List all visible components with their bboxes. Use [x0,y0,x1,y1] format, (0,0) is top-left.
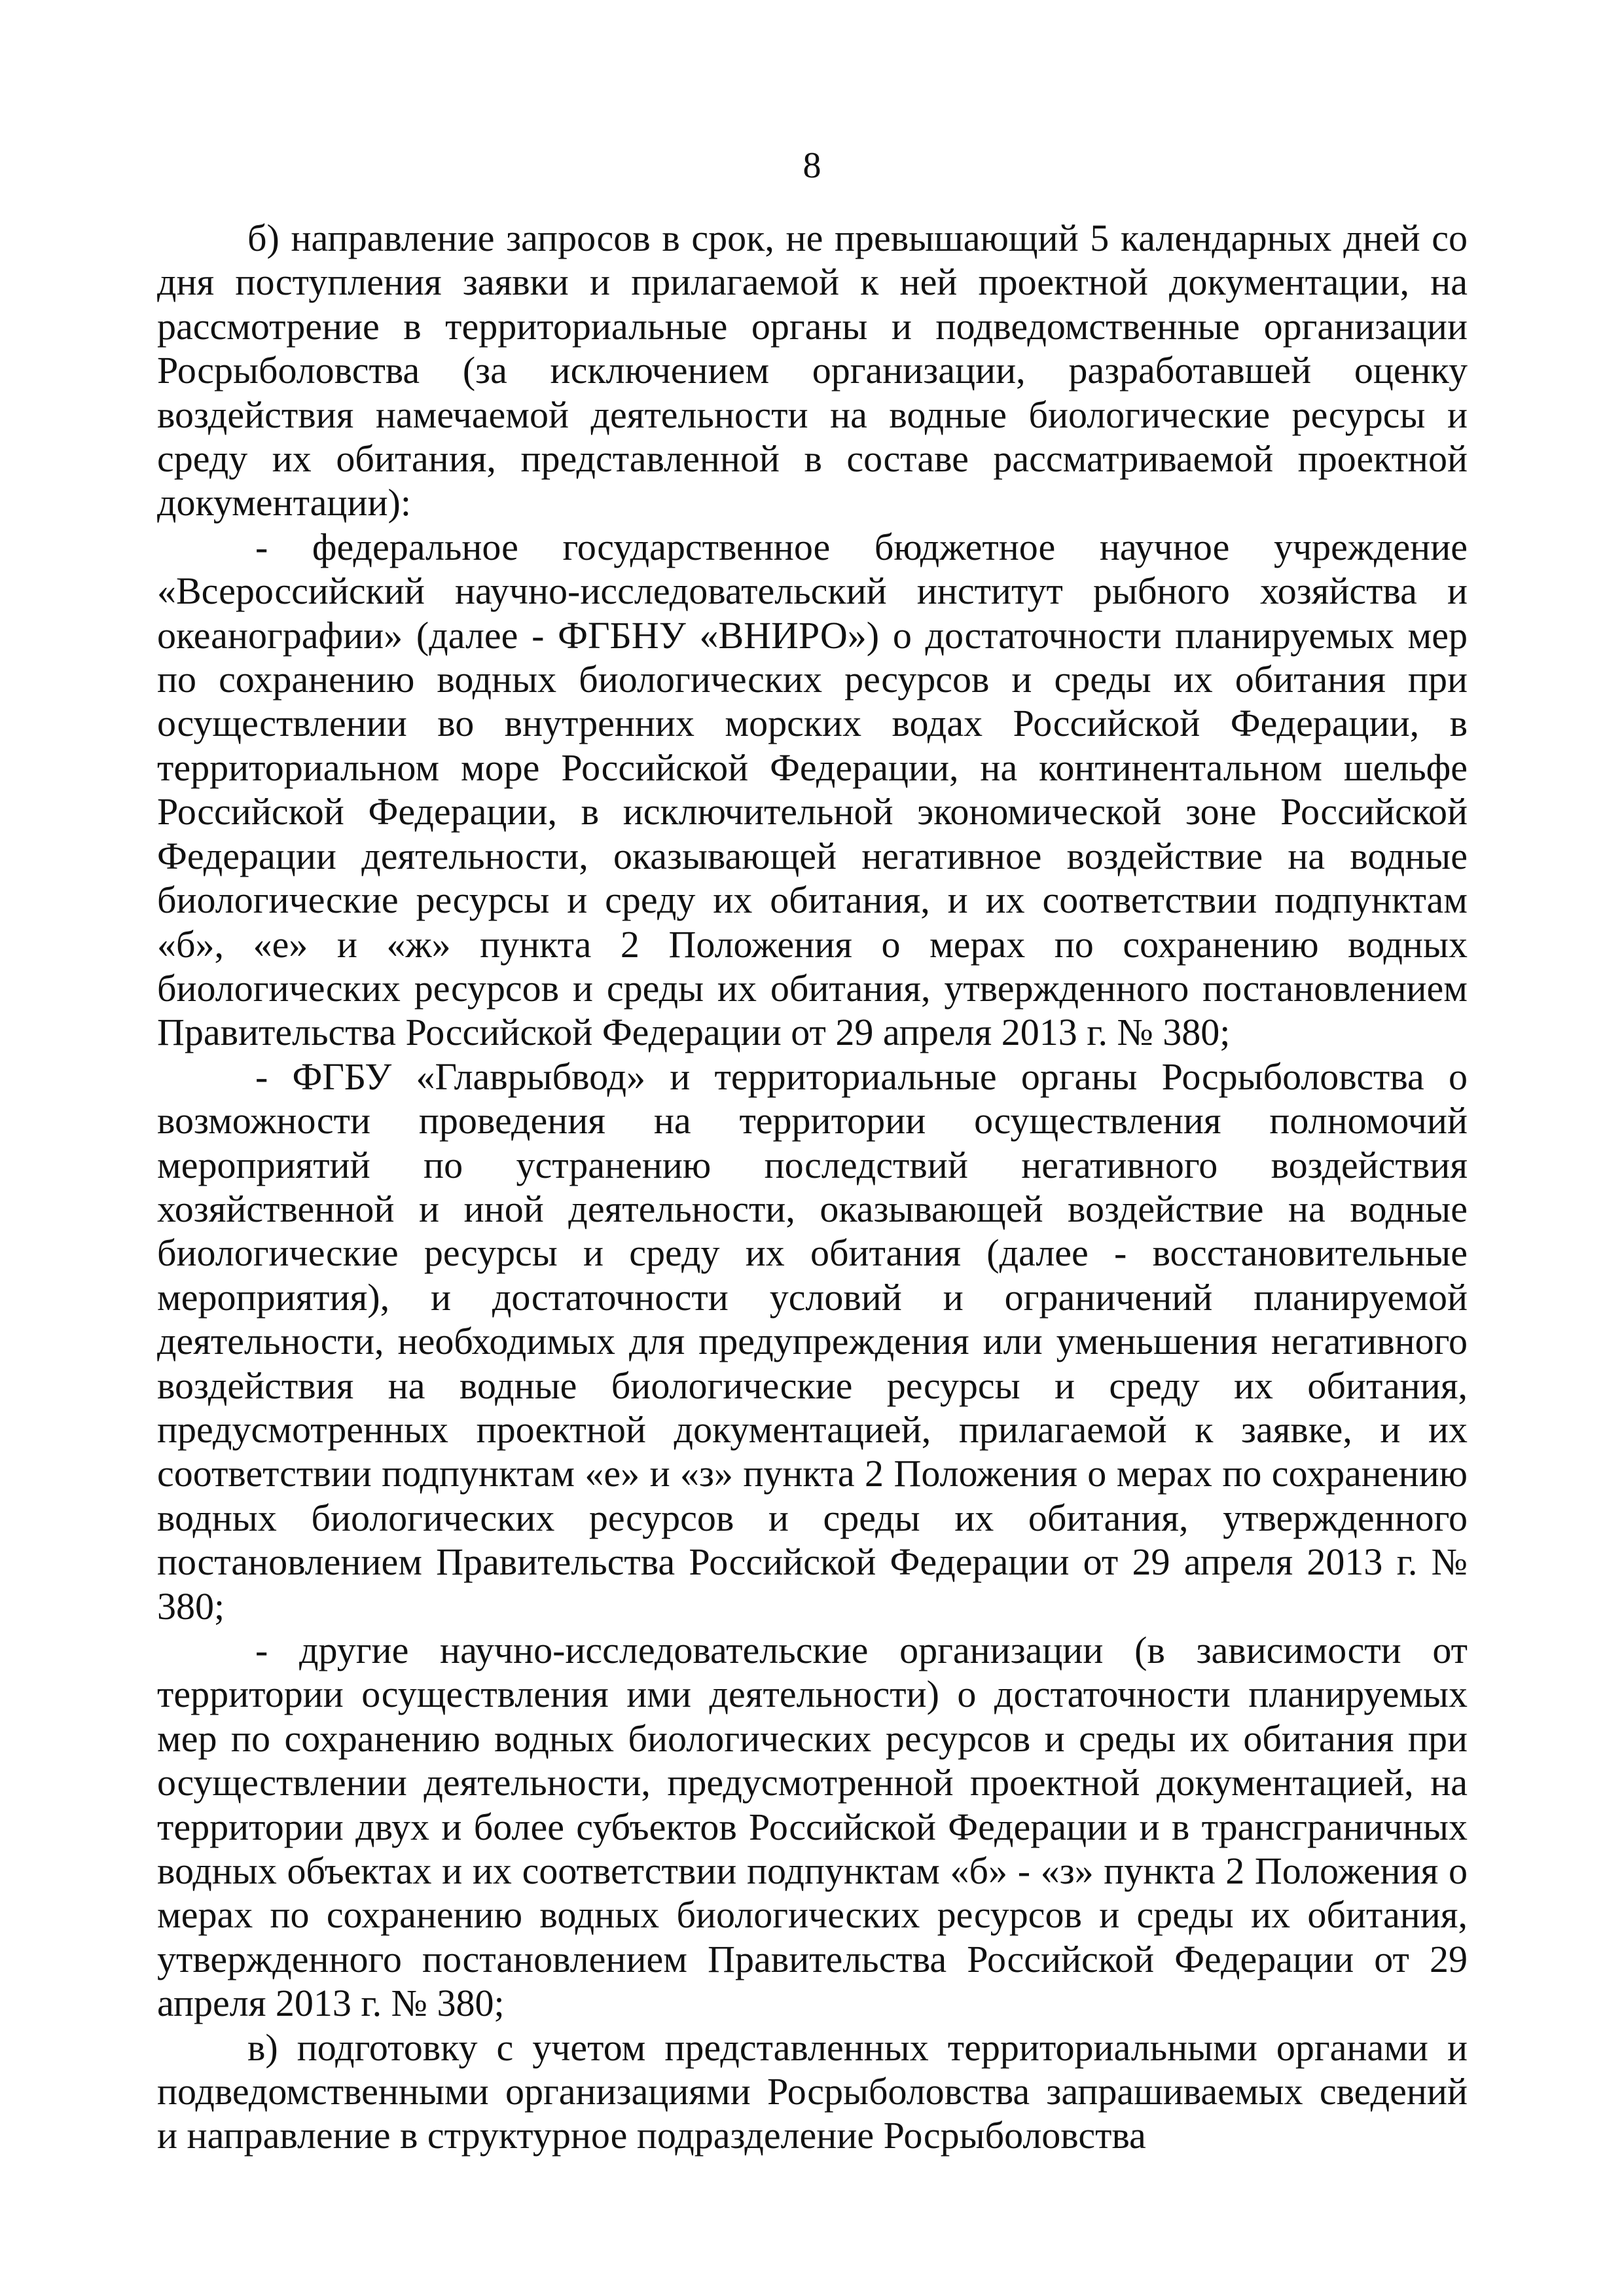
paragraph-other-organizations: - другие научно-исследовательские организации (в зависимости от территории осуществления ими деятельности) о достаточности планируемых мер по сохранению водных биологических ресурсов и среды их обитания при осуществлении деятельности, предусмотренной проектной документацией, на территории двух и более субъектов Российской Федерации и в трансграничных водных объектах и их соответствии подпунктам «б» - «з» пункта 2 Положения о мерах по сохранению водных биологических ресурсов и среды их обитания, утвержденного постановлением Правительства Российской Федерации от 29 апреля 2013 г. № 380; [157,1629,1468,2025]
paragraph-vniro: - федеральное государственное бюджетное научное учреждение «Всероссийский научно-исследовательский институт рыбного хозяйства и океанографии» (далее - ФГБНУ «ВНИРО») о достаточности планируемых мер по сохранению водных биологических ресурсов и среды их обитания при осуществлении во внутренних морских водах Российской Федерации, в территориальном море Российской Федерации, на континентальном шельфе Российской Федерации, в исключительной экономической зоне Российской Федерации деятельности, оказывающей негативное воздействие на водные биологические ресурсы и среду их обитания, и их соответствии подпунктам «б», «е» и «ж» пункта 2 Положения о мерах по сохранению водных биологических ресурсов и среды их обитания, утвержденного постановлением Правительства Российской Федерации от 29 апреля 2013 г. № 380; [157,525,1468,1054]
paragraph-item-b: б) направление запросов в срок, не превышающий 5 календарных дней со дня поступления заявки и прилагаемой к ней проектной документации, на рассмотрение в территориальные органы и подведомственные организации Росрыболовства (за исключением организации, разработавшей оценку воздействия намечаемой деятельности на водные биологические ресурсы и среду их обитания, представленной в составе рассматриваемой проектной документации): [157,217,1468,524]
paragraph-item-v: в) подготовку с учетом представленных территориальными органами и подведомственными организациями Росрыболовства запрашиваемых сведений и направление в структурное подразделение Росрыболовства [157,2026,1468,2157]
paragraph-glavrybvod: - ФГБУ «Главрыбвод» и территориальные органы Росрыболовства о возможности проведения на территории осуществления полномочий мероприятий по устранению последствий негативного воздействия хозяйственной и иной деятельности, оказывающей воздействие на водные биологические ресурсы и среду их обитания (далее - восстановительные мероприятия), и достаточности условий и ограничений планируемой деятельности, необходимых для предупреждения или уменьшения негативного воздействия на водные биологические ресурсы и среду их обитания, предусмотренных проектной документацией, прилагаемой к заявке, и их соответствии подпунктам «е» и «з» пункта 2 Положения о мерах по сохранению водных биологических ресурсов и среды их обитания, утвержденного постановлением Правительства Российской Федерации от 29 апреля 2013 г. № 380; [157,1055,1468,1628]
page-number: 8 [803,145,821,186]
document-body [157,216,1468,2158]
